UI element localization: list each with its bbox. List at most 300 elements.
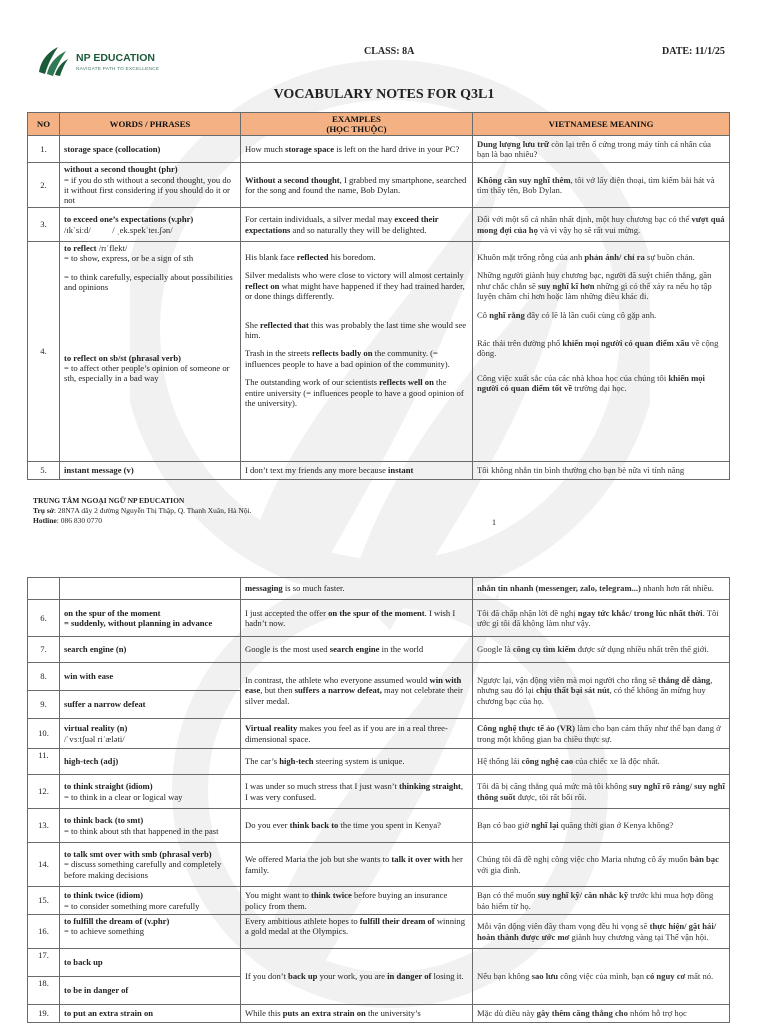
text-run: , có thể không ăn mừng huy chương bạc của họ. [477, 685, 706, 706]
spacer [245, 262, 468, 270]
example-cell [241, 136, 473, 163]
highlight-run: suy nghĩ rõ ràng/ suy nghĩ thông suốt [477, 781, 725, 802]
word-term: to reflect on sb/st (phrasal verb) [64, 352, 182, 363]
word-term: to be in danger of [64, 985, 129, 996]
word-term: to exceed one’s expectations (v.phr) [64, 214, 194, 225]
text-run: công việc của mình, bạn [558, 971, 647, 982]
text-run: sự buồn chán. [644, 252, 695, 262]
highlight-run: storage space [285, 143, 335, 154]
vietnamese-cell [473, 949, 730, 1005]
text-run: her family. [245, 854, 463, 875]
word-cell [60, 843, 241, 887]
text-run: làm cho bạn cảm thấy như thể bạn đang ở trong một không gian ba chiều thực sự. [477, 723, 721, 744]
row-number: 14. [28, 843, 60, 887]
text-run: this was probably the last time she would see him. [245, 319, 467, 341]
spacer [245, 302, 468, 320]
row-number: 4. [28, 242, 60, 462]
row-number: 11. [28, 749, 60, 775]
example-cell [241, 637, 473, 663]
word-term: to fulfill the dream of (v.phr) [64, 916, 170, 926]
example-cell [241, 749, 473, 775]
highlight-run: khiến mọi người có quan điểm tốt về [477, 372, 705, 394]
highlight-run: reflects badly on [312, 348, 373, 359]
row-number: 2. [28, 163, 60, 208]
word-cell [60, 691, 241, 719]
row-number: 18. [28, 977, 60, 1005]
page-title: VOCABULARY NOTES FOR Q3L1 [273, 87, 495, 102]
highlight-run: có nguy cơ [646, 971, 686, 982]
highlight-run: reflect on [245, 280, 280, 291]
highlight-run: phản ánh/ chỉ ra [584, 252, 645, 262]
word-term: high-tech (adj) [64, 756, 119, 767]
text-run: If you don’t [245, 971, 289, 982]
word-cell [60, 136, 241, 163]
word-cell [60, 208, 241, 242]
text-run: Google là [477, 644, 513, 655]
vietnamese-cell [473, 915, 730, 949]
text-run: nhanh hơn rất nhiều. [640, 583, 714, 594]
vietnamese-cell [473, 749, 730, 775]
row-number: 19. [28, 1005, 60, 1023]
spacer [64, 264, 236, 272]
word-term: to think twice (idiom) [64, 890, 144, 901]
page-number: 1 [492, 518, 496, 527]
table-row [28, 208, 730, 242]
text-run: Bạn có bao giờ [477, 820, 532, 831]
highlight-run: thực hiện/ gặt hái/ hoàn thành được ước mơ [477, 921, 717, 942]
row-number: 10. [28, 719, 60, 749]
word-term: to talk smt over with smb (phrasal verb) [64, 848, 212, 859]
text-run: Silver medalists who were close to victory will almost certainly [245, 270, 464, 281]
word-pronunciation: /ˈvɜːtʃuəl riˈæləti/ [64, 733, 125, 744]
footer-address [33, 506, 252, 516]
highlight-run: khiến mọi người có quan điểm xấu [562, 338, 690, 349]
table-row [28, 775, 730, 809]
text-run: In contrast, the athlete who everyone assumed would [245, 674, 430, 685]
text-run: the entire university (= influences people to have a good opinion of the university). [245, 377, 464, 409]
text-run: đây có lẽ là lần cuối cùng cô gặp anh. [524, 309, 657, 320]
word-definition: = to think carefully, especially about possibilities and opinions [64, 271, 233, 293]
document-page-2 [0, 570, 768, 1024]
column-header-words: WORDS / PHRASES [60, 113, 241, 136]
example-cell [241, 775, 473, 809]
spacer [64, 293, 236, 353]
highlight-run: ngay tức khắc/ trong lúc nhất thời [577, 607, 703, 618]
text-run: những gì có thể xảy ra nếu họ tập luyện chăm chỉ hơn hoặc làm những điều khác đi. [477, 280, 712, 302]
word-cell [60, 637, 241, 663]
word-cell [60, 663, 241, 691]
column-header-no: NO [28, 113, 60, 136]
word-term: without a second thought (phr) [64, 164, 178, 175]
footer-hotline-label: Hotline [33, 516, 57, 525]
example-sentence [245, 320, 468, 341]
footer-address-label: Trụ sở [33, 506, 54, 515]
text-run: , I was very confused. [245, 781, 464, 802]
text-run: steering system is unique. [313, 756, 405, 767]
text-run: what might have happened if they had trained harder, or done things differently. [245, 280, 465, 302]
word-pronunciation: /rɪˈflekt/ [98, 243, 128, 253]
text-run: . I wish I hadn’t now. [245, 607, 456, 628]
text-run: the time you spent in Kenya? [338, 820, 441, 831]
text-run: may not celebrate their silver medal. [245, 685, 463, 706]
highlight-run: instant [388, 465, 414, 476]
highlight-run: suffers a narrow defeat, [294, 685, 382, 696]
highlight-run: win with ease [245, 674, 462, 696]
text-run: The outstanding work of our scientists [245, 377, 380, 388]
highlight-run: công cụ tìm kiếm [512, 644, 576, 655]
example-cell [241, 462, 473, 480]
text-run: You might want to [245, 890, 311, 901]
text-run: còn lại trên ổ cứng trong máy tính cá nhân của bạn là bao nhiêu? [477, 138, 711, 159]
text-run: I was under so much stress that I just wasn’t [245, 781, 400, 792]
example-sentence [245, 348, 468, 369]
row-number: 6. [28, 600, 60, 637]
text-run: Mỗi vận động viên đầy tham vọng đều hi vọng sẽ [477, 921, 650, 932]
word-cell [60, 462, 241, 480]
table-row [28, 915, 730, 949]
text-run: His blank face [245, 252, 297, 262]
text-run: his boredom. [328, 252, 376, 262]
examples-header-line2: (HỌC THUỘC) [326, 124, 387, 134]
table-row [28, 578, 730, 600]
row-number: 1. [28, 136, 60, 163]
footer-hotline-text: : 086 830 0770 [56, 516, 102, 525]
highlight-run: chịu thất bại sát nút [536, 685, 610, 696]
text-run: and so naturally they will be delighted. [290, 224, 427, 235]
spacer [477, 302, 725, 310]
vietnamese-cell [473, 843, 730, 887]
vietnamese-cell [473, 887, 730, 915]
footer-hotline [33, 516, 252, 526]
highlight-run: reflected [296, 252, 329, 262]
text-run: về cộng đồng. [477, 338, 719, 359]
text-run: winning a gold medal at the Olympics. [245, 916, 465, 937]
example-cell [241, 242, 473, 462]
text-run: is so much faster. [282, 583, 345, 594]
word-cell [60, 775, 241, 809]
table-row [28, 887, 730, 915]
row-number: 16. [28, 915, 60, 949]
highlight-run: high-tech [279, 756, 314, 767]
table-header-row [28, 113, 730, 136]
row-number: 17. [28, 949, 60, 977]
text-run: nhóm hỗ trợ học [627, 1008, 687, 1019]
vietnamese-cell [473, 663, 730, 719]
text-run: Rác thải trên đường phố [477, 338, 563, 349]
vietnamese-cell [473, 208, 730, 242]
highlight-run: Dung lượng lưu trữ [477, 138, 550, 149]
highlight-run: Công nghệ thực tế ảo (VR) [477, 723, 576, 734]
row-number: 7. [28, 637, 60, 663]
highlight-run: think twice [310, 890, 352, 901]
table-row [28, 749, 730, 775]
text-run: Ngược lại, vận động viên mà mọi người cho rằng sẽ [477, 674, 659, 685]
brand-logo [36, 44, 186, 80]
text-run: Do you ever [245, 820, 290, 831]
text-run: I don’t text my friends any more because [245, 465, 389, 476]
word-cell [60, 1005, 241, 1023]
word-term: suffer a narrow defeat [64, 699, 146, 710]
highlight-run: nhắn tin nhanh (messenger, zalo, telegram...) [477, 583, 641, 594]
text-run: , I grabbed my smartphone, searched for the song and found the name, Bob Dylan. [245, 174, 467, 195]
brand-tagline: NAVIGATE PATH TO EXCELLENCE [76, 67, 160, 72]
highlight-run: Không cần suy nghĩ thêm [477, 174, 571, 185]
highlight-run: bàn bạc [690, 854, 719, 865]
word-cell [60, 163, 241, 208]
np-education-leaf-logo-icon [36, 44, 70, 78]
highlight-run: reflects well on [379, 377, 434, 388]
example-sentence [245, 252, 468, 262]
example-cell [241, 578, 473, 600]
column-header-vietnamese: VIETNAMESE MEANING [473, 113, 730, 136]
table-row [28, 663, 730, 691]
text-run: mất nó. [685, 971, 714, 982]
word-definition: = discuss something carefully and completely before making decisions [64, 859, 222, 880]
row-number: 3. [28, 208, 60, 242]
example-sentence [245, 270, 468, 301]
highlight-run: talk it over with [391, 854, 450, 865]
example-cell [241, 600, 473, 637]
text-run: We offered Maria the job but she wants to [245, 854, 392, 865]
text-run: Mặc dù điều này [477, 1008, 537, 1019]
highlight-run: on the spur of the moment [328, 607, 425, 618]
word-term: to think back (to smt) [64, 815, 144, 826]
text-run: trường đại học. [572, 383, 627, 394]
spacer [477, 262, 725, 270]
text-run: được, tôi rất bối rối. [515, 791, 587, 802]
vietnamese-cell [473, 637, 730, 663]
highlight-run: vượt quá mong đợi của họ [477, 214, 725, 235]
word-term: to reflect [64, 243, 97, 253]
meaning-sentence [477, 310, 725, 320]
brand-name: NP EDUCATION [76, 52, 155, 64]
text-run: , but then [260, 685, 295, 696]
example-sentence [245, 377, 468, 408]
highlight-run: fulfill their dream of [359, 916, 435, 926]
vietnamese-cell [473, 136, 730, 163]
text-run: Tôi đã chấp nhận lời đề nghị [477, 607, 578, 618]
text-run: Bạn có thể muốn [477, 890, 538, 901]
spacer [477, 320, 725, 338]
text-run: makes you feel as if you are in a real three-dimensional space. [245, 723, 448, 744]
highlight-run: Without a second thought [245, 174, 340, 185]
table-row [28, 242, 730, 462]
highlight-run: nghĩ lại [531, 820, 559, 831]
text-run: Đối với một số cá nhân nhất định, một huy chương bạc có thể [477, 214, 692, 225]
text-run: Tôi đã bị căng thẳng quá mức mà tôi không [477, 781, 630, 792]
highlight-run: công nghệ cao [521, 756, 574, 767]
example-cell [241, 719, 473, 749]
text-run: trước khi mua hợp đồng bảo hiểm từ họ. [477, 890, 714, 911]
word-cell [60, 242, 241, 462]
text-run: Cô [477, 309, 490, 320]
row-number: 8. [28, 663, 60, 691]
word-term: virtual reality (n) [64, 723, 128, 734]
vocabulary-table [27, 112, 730, 480]
spacer [245, 369, 468, 377]
highlight-run: back up [288, 971, 318, 982]
word-cell [60, 915, 241, 949]
highlight-run: puts an extra strain on [282, 1008, 366, 1019]
text-run: Nếu bạn không [477, 971, 532, 982]
text-run: the university’s [365, 1008, 421, 1019]
table-row [28, 462, 730, 480]
word-definition: = if you do sth without a second thought, you do it without first considering if you should do it or not [64, 174, 231, 206]
text-run: Những người giành huy chương bạc, người đã suýt chiến thắng, gần như chắc chắn sẽ [477, 270, 712, 291]
example-cell [241, 663, 473, 719]
text-run: in the world [379, 644, 424, 655]
meaning-sentence [477, 373, 725, 394]
word-cell-empty [60, 578, 241, 600]
word-definition: = to think in a clear or logical way [64, 791, 183, 802]
text-run: . Tôi ước gì tôi đã không làm như vậy. [477, 607, 719, 628]
date-label: DATE: 11/1/25 [662, 46, 725, 57]
text-run: For certain individuals, a silver medal may [245, 214, 395, 225]
word-pronunciation: /ɪkˈsiːd/ / ˌek.spekˈteɪ.ʃən/ [64, 224, 173, 235]
row-number: 12. [28, 775, 60, 809]
vietnamese-cell [473, 809, 730, 843]
text-run: Google is the most used [245, 644, 330, 655]
row-number: 13. [28, 809, 60, 843]
table-row [28, 163, 730, 208]
word-term: to think straight (idiom) [64, 781, 153, 792]
text-run: She [245, 319, 261, 330]
text-run: và vì vậy họ sẽ rất vui mừng. [537, 224, 641, 235]
footer-center-name: TRUNG TÂM NGOẠI NGỮ NP EDUCATION [33, 496, 185, 505]
word-term: win with ease [64, 671, 114, 682]
example-cell [241, 915, 473, 949]
highlight-run: suy nghĩ kỹ/ cân nhắc kỹ [537, 890, 629, 901]
highlight-run: exceed their expectations [245, 214, 439, 235]
text-run: I just accepted the offer [245, 607, 329, 618]
column-header-examples [241, 113, 473, 136]
word-cell [60, 949, 241, 977]
highlight-run: thinking straight [399, 781, 461, 792]
example-cell [241, 1005, 473, 1023]
example-cell [241, 887, 473, 915]
highlight-run: Virtual reality [245, 723, 298, 734]
meaning-sentence [477, 270, 725, 301]
word-definition: = to consider something more carefully [64, 900, 200, 911]
vietnamese-cell: Tôi không nhắn tin bình thường cho bạn bè nữa vì tính năng [473, 462, 730, 480]
text-run: Chúng tôi đã đề nghị công việc cho Maria nhưng cô ấy muốn [477, 854, 691, 865]
vietnamese-cell [473, 1005, 730, 1023]
highlight-run: reflected that [260, 319, 309, 330]
vocabulary-table-continued [27, 577, 730, 1023]
example-cell [241, 949, 473, 1005]
row-number-empty [28, 578, 60, 600]
word-cell [60, 749, 241, 775]
table-row [28, 1005, 730, 1023]
text-run: giành huy chương vàng tại Thế vận hội. [569, 931, 709, 942]
word-term: on the spur of the moment [64, 607, 161, 618]
text-run: của chiếc xe là độc nhất. [573, 756, 660, 767]
text-run: quãng thời gian ở Kenya không? [558, 820, 674, 831]
word-term: instant message (v) [64, 465, 134, 476]
word-term: search engine (n) [64, 644, 127, 655]
word-definition: = to achieve something [64, 926, 145, 937]
vietnamese-cell [473, 600, 730, 637]
example-cell [241, 163, 473, 208]
spacer [477, 359, 725, 373]
spacer [245, 340, 468, 348]
text-run: với gia đình. [477, 864, 521, 875]
example-cell [241, 208, 473, 242]
highlight-run: messaging [245, 583, 283, 594]
table-row [28, 843, 730, 887]
text-run: losing it. [431, 971, 464, 982]
highlight-run: thắng dễ dàng [658, 674, 711, 685]
highlight-run: nghĩ rằng [489, 309, 525, 320]
row-number: 15. [28, 887, 60, 915]
text-run: Hệ thống lái [477, 756, 522, 767]
vietnamese-cell [473, 242, 730, 462]
highlight-run: suy nghĩ kĩ hơn [537, 280, 595, 291]
vietnamese-cell [473, 578, 730, 600]
table-row [28, 136, 730, 163]
example-cell [241, 843, 473, 887]
text-run: While this [245, 1008, 283, 1019]
meaning-sentence [477, 338, 725, 359]
word-term: storage space (collocation) [64, 143, 161, 154]
text-run: Every ambitious athlete hopes to [245, 916, 360, 926]
word-definition: = to think about sth that happened in the past [64, 825, 219, 836]
table-row [28, 637, 730, 663]
class-label: CLASS: 8A [364, 46, 415, 57]
text-run: Trash in the streets [245, 348, 312, 359]
text-run: is left on the hard drive in your PC? [334, 143, 460, 154]
highlight-run: think back to [289, 820, 339, 831]
text-run: The car’s [245, 756, 280, 767]
table-row [28, 600, 730, 637]
text-run: How much [245, 143, 286, 154]
word-term: to back up [64, 957, 103, 968]
highlight-run: in danger of [387, 971, 432, 982]
row-number: 9. [28, 691, 60, 719]
highlight-run: gây thêm căng thẳng cho [536, 1008, 628, 1019]
word-cell [60, 809, 241, 843]
word-definition: = suddenly, without planning in advance [64, 618, 213, 628]
word-cell [60, 887, 241, 915]
word-cell [60, 977, 241, 1005]
text-run: your work, you are [317, 971, 388, 982]
text-run: before buying an insurance policy from them. [245, 890, 448, 911]
meaning-sentence [477, 252, 725, 262]
text-run: , tôi vớ lấy điện thoại, tìm kiếm bài hát và tìm thấy tên, Bob Dylan. [477, 174, 715, 195]
row-number: 5. [28, 462, 60, 480]
vietnamese-cell [473, 163, 730, 208]
text-run: Công việc xuất sắc của các nhà khoa học của chúng tôi [477, 372, 669, 383]
word-term: to put an extra strain on [64, 1008, 154, 1019]
highlight-run: sao lưu [531, 971, 559, 982]
footer-address-text: : 28N7A dãy 2 đường Nguyễn Thị Thập, Q. Thanh Xuân, Hà Nội. [53, 506, 252, 515]
word-definition: = to affect other people’s opinion of someone or sth, especially in a bad way [64, 363, 230, 384]
text-run: , nhưng sau đó lại [477, 674, 713, 696]
word-cell [60, 719, 241, 749]
highlight-run: search engine [329, 644, 380, 655]
table-row [28, 949, 730, 977]
vietnamese-cell [473, 719, 730, 749]
vietnamese-cell [473, 775, 730, 809]
word-definition: = to show, express, or be a sign of sth [64, 253, 194, 264]
table-row [28, 809, 730, 843]
text-run: Khuôn mặt trống rỗng của anh [477, 252, 585, 262]
text-run: the community. (= influences people to have a bad opinion of the community). [245, 348, 450, 369]
examples-header-line1: EXAMPLES [332, 114, 381, 124]
page-footer [33, 496, 252, 526]
table-row [28, 719, 730, 749]
text-run: được sử dụng nhiều nhất trên thế giới. [575, 644, 709, 655]
